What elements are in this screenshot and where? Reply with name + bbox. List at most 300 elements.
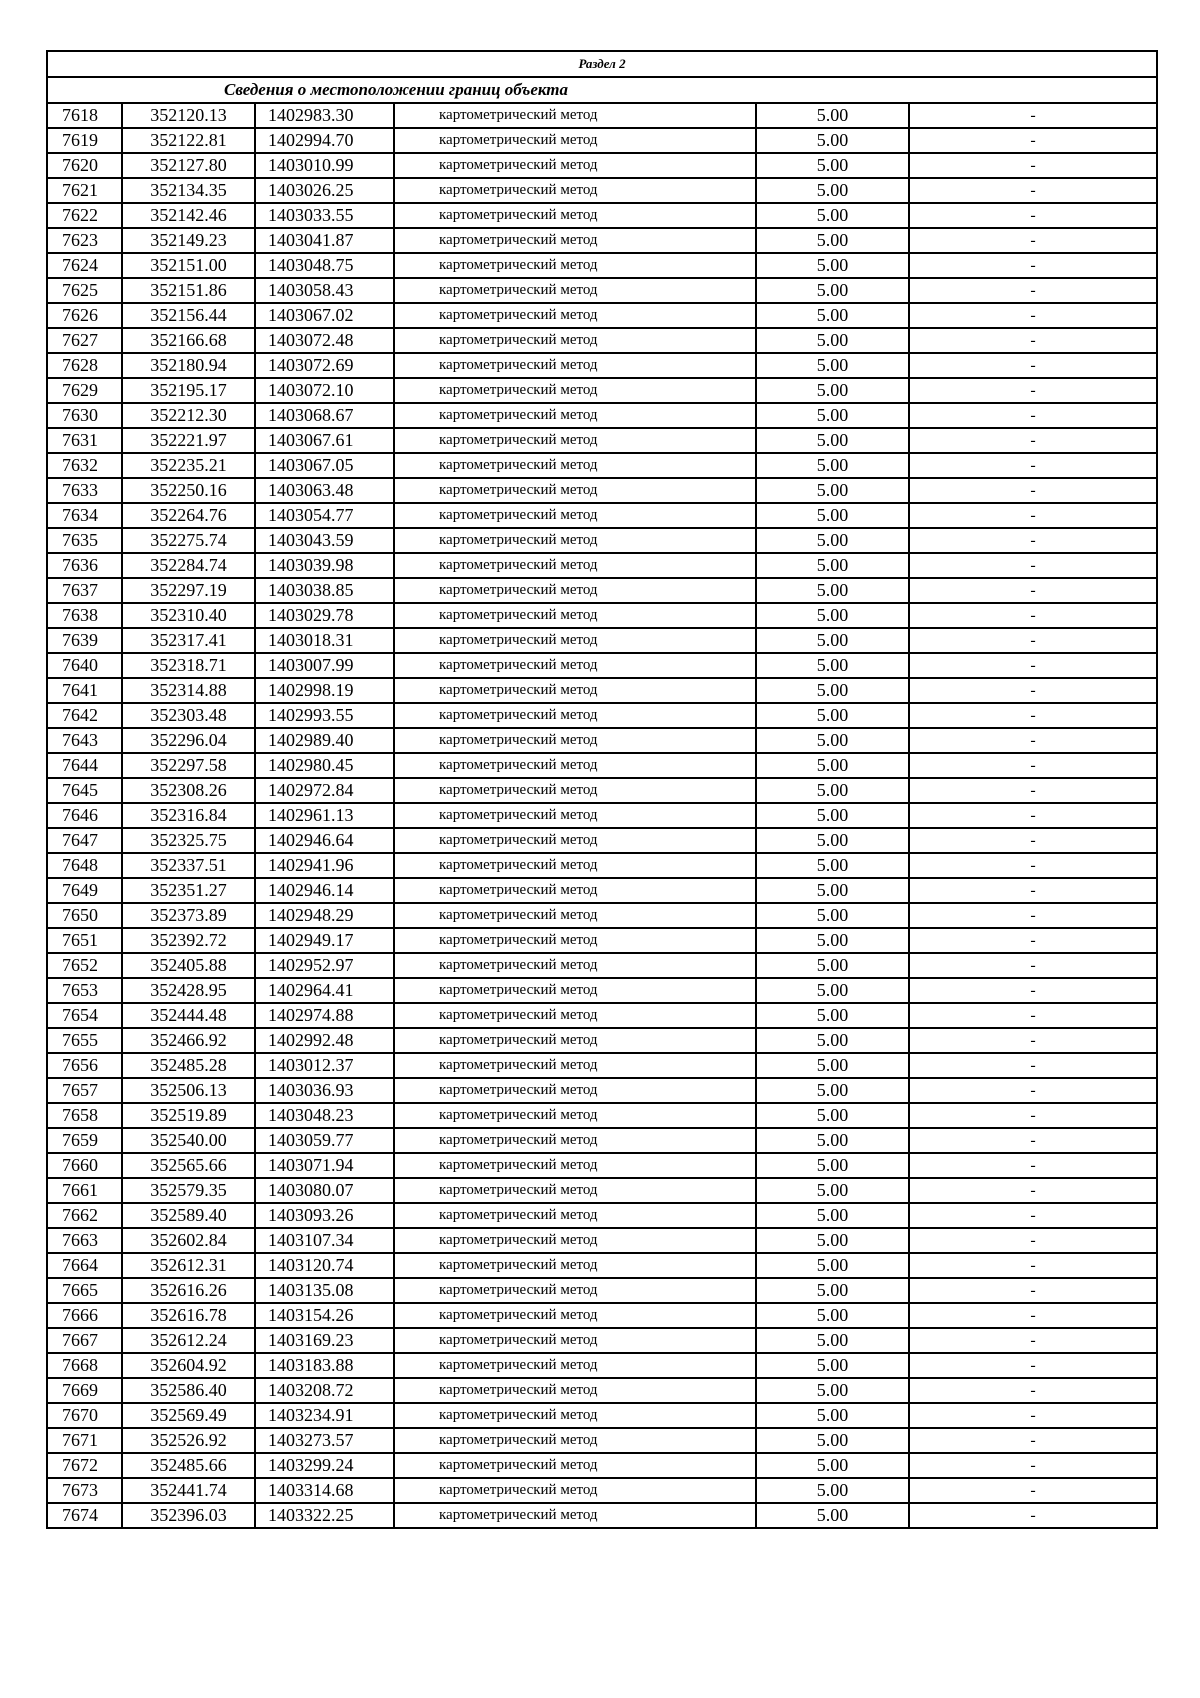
method-cell: картометрический метод [394, 253, 756, 278]
coord-y: 1402952.97 [255, 953, 394, 978]
method-cell: картометрический метод [394, 653, 756, 678]
table-row [47, 328, 1157, 353]
coord-y: 1403067.02 [255, 303, 394, 328]
coord-x: 352602.84 [122, 1228, 255, 1253]
table-row [47, 378, 1157, 403]
point-number: 7634 [47, 503, 122, 528]
coord-y: 1402961.13 [255, 803, 394, 828]
table-row [47, 578, 1157, 603]
coord-y: 1402983.30 [255, 103, 394, 128]
coord-x: 352616.78 [122, 1303, 255, 1328]
precision-cell: 5.00 [756, 428, 909, 453]
coord-x: 352149.23 [122, 228, 255, 253]
point-number: 7668 [47, 1353, 122, 1378]
coord-y: 1403058.43 [255, 278, 394, 303]
method-cell: картометрический метод [394, 928, 756, 953]
precision-cell: 5.00 [756, 478, 909, 503]
table-row [47, 1353, 1157, 1378]
method-cell: картометрический метод [394, 303, 756, 328]
coord-y: 1403322.25 [255, 1503, 394, 1528]
method-cell: картометрический метод [394, 1203, 756, 1228]
precision-cell: 5.00 [756, 228, 909, 253]
method-cell: картометрический метод [394, 1028, 756, 1053]
coord-x: 352310.40 [122, 603, 255, 628]
table-row [47, 203, 1157, 228]
description-cell: - [909, 1128, 1157, 1153]
description-cell: - [909, 328, 1157, 353]
method-cell: картометрический метод [394, 228, 756, 253]
method-cell: картометрический метод [394, 203, 756, 228]
coord-x: 352142.46 [122, 203, 255, 228]
method-cell: картометрический метод [394, 853, 756, 878]
table-row [47, 853, 1157, 878]
coord-x: 352612.31 [122, 1253, 255, 1278]
coord-y: 1403012.37 [255, 1053, 394, 1078]
precision-cell: 5.00 [756, 1428, 909, 1453]
precision-cell: 5.00 [756, 278, 909, 303]
point-number: 7641 [47, 678, 122, 703]
point-number: 7654 [47, 1003, 122, 1028]
coord-x: 352221.97 [122, 428, 255, 453]
precision-cell: 5.00 [756, 653, 909, 678]
point-number: 7636 [47, 553, 122, 578]
method-cell: картометрический метод [394, 478, 756, 503]
coord-y: 1402946.64 [255, 828, 394, 853]
coord-y: 1403007.99 [255, 653, 394, 678]
coord-x: 352134.35 [122, 178, 255, 203]
method-cell: картометрический метод [394, 503, 756, 528]
table-row [47, 1378, 1157, 1403]
description-cell: - [909, 1053, 1157, 1078]
coord-x: 352284.74 [122, 553, 255, 578]
coord-y: 1402949.17 [255, 928, 394, 953]
description-cell: - [909, 978, 1157, 1003]
coord-x: 352466.92 [122, 1028, 255, 1053]
point-number: 7653 [47, 978, 122, 1003]
coord-y: 1403169.23 [255, 1328, 394, 1353]
boundary-table [46, 50, 1158, 1529]
method-cell: картометрический метод [394, 1453, 756, 1478]
point-number: 7629 [47, 378, 122, 403]
table-row [47, 728, 1157, 753]
point-number: 7637 [47, 578, 122, 603]
coord-x: 352166.68 [122, 328, 255, 353]
table-row [47, 628, 1157, 653]
table-row [47, 1053, 1157, 1078]
description-cell: - [909, 703, 1157, 728]
coord-x: 352579.35 [122, 1178, 255, 1203]
precision-cell: 5.00 [756, 778, 909, 803]
method-cell: картометрический метод [394, 978, 756, 1003]
precision-cell: 5.00 [756, 1353, 909, 1378]
method-cell: картометрический метод [394, 1503, 756, 1528]
point-number: 7651 [47, 928, 122, 953]
precision-cell: 5.00 [756, 1053, 909, 1078]
method-cell: картометрический метод [394, 278, 756, 303]
description-cell: - [909, 653, 1157, 678]
coord-x: 352485.28 [122, 1053, 255, 1078]
description-cell: - [909, 353, 1157, 378]
precision-cell: 5.00 [756, 1003, 909, 1028]
table-row [47, 1003, 1157, 1028]
coord-y: 1403041.87 [255, 228, 394, 253]
coord-x: 352308.26 [122, 778, 255, 803]
coord-x: 352127.80 [122, 153, 255, 178]
coord-y: 1403043.59 [255, 528, 394, 553]
precision-cell: 5.00 [756, 703, 909, 728]
coord-x: 352316.84 [122, 803, 255, 828]
coord-x: 352351.27 [122, 878, 255, 903]
method-cell: картометрический метод [394, 1303, 756, 1328]
coord-x: 352569.49 [122, 1403, 255, 1428]
method-cell: картометрический метод [394, 953, 756, 978]
point-number: 7643 [47, 728, 122, 753]
point-number: 7667 [47, 1328, 122, 1353]
point-number: 7671 [47, 1428, 122, 1453]
table-row [47, 553, 1157, 578]
table-row [47, 153, 1157, 178]
precision-cell: 5.00 [756, 253, 909, 278]
precision-cell: 5.00 [756, 828, 909, 853]
precision-cell: 5.00 [756, 1203, 909, 1228]
coord-x: 352325.75 [122, 828, 255, 853]
description-cell: - [909, 953, 1157, 978]
method-cell: картометрический метод [394, 1403, 756, 1428]
table-row [47, 878, 1157, 903]
coord-y: 1403299.24 [255, 1453, 394, 1478]
precision-cell: 5.00 [756, 128, 909, 153]
description-cell: - [909, 1203, 1157, 1228]
point-number: 7644 [47, 753, 122, 778]
method-cell: картометрический метод [394, 1353, 756, 1378]
description-cell: - [909, 1453, 1157, 1478]
method-cell: картометрический метод [394, 1078, 756, 1103]
table-row [47, 128, 1157, 153]
description-cell: - [909, 1253, 1157, 1278]
method-cell: картометрический метод [394, 153, 756, 178]
description-cell: - [909, 753, 1157, 778]
description-cell: - [909, 878, 1157, 903]
point-number: 7649 [47, 878, 122, 903]
coord-x: 352337.51 [122, 853, 255, 878]
coord-x: 352485.66 [122, 1453, 255, 1478]
precision-cell: 5.00 [756, 153, 909, 178]
table-row [47, 228, 1157, 253]
table-row [47, 978, 1157, 1003]
method-cell: картометрический метод [394, 1228, 756, 1253]
description-cell: - [909, 1303, 1157, 1328]
point-number: 7648 [47, 853, 122, 878]
precision-cell: 5.00 [756, 553, 909, 578]
description-cell: - [909, 728, 1157, 753]
table-row [47, 653, 1157, 678]
description-cell: - [909, 903, 1157, 928]
table-row [47, 1503, 1157, 1528]
description-cell: - [909, 1153, 1157, 1178]
point-number: 7623 [47, 228, 122, 253]
precision-cell: 5.00 [756, 728, 909, 753]
description-cell: - [909, 403, 1157, 428]
coord-y: 1403234.91 [255, 1403, 394, 1428]
method-cell: картометрический метод [394, 703, 756, 728]
precision-cell: 5.00 [756, 378, 909, 403]
coord-y: 1403048.23 [255, 1103, 394, 1128]
coord-y: 1403036.93 [255, 1078, 394, 1103]
table-row [47, 503, 1157, 528]
coord-x: 352396.03 [122, 1503, 255, 1528]
coord-y: 1403048.75 [255, 253, 394, 278]
coord-y: 1403208.72 [255, 1378, 394, 1403]
table-row [47, 753, 1157, 778]
point-number: 7625 [47, 278, 122, 303]
precision-cell: 5.00 [756, 503, 909, 528]
coord-x: 352297.19 [122, 578, 255, 603]
coord-x: 352526.92 [122, 1428, 255, 1453]
coord-x: 352317.41 [122, 628, 255, 653]
table-row [47, 1328, 1157, 1353]
coord-x: 352151.86 [122, 278, 255, 303]
description-cell: - [909, 928, 1157, 953]
precision-cell: 5.00 [756, 1153, 909, 1178]
precision-cell: 5.00 [756, 1228, 909, 1253]
coord-y: 1403039.98 [255, 553, 394, 578]
point-number: 7663 [47, 1228, 122, 1253]
table-row [47, 303, 1157, 328]
method-cell: картометрический метод [394, 453, 756, 478]
table-row [47, 278, 1157, 303]
coord-y: 1403072.48 [255, 328, 394, 353]
coord-x: 352212.30 [122, 403, 255, 428]
point-number: 7656 [47, 1053, 122, 1078]
point-number: 7642 [47, 703, 122, 728]
description-cell: - [909, 828, 1157, 853]
coord-y: 1402972.84 [255, 778, 394, 803]
coord-y: 1402974.88 [255, 1003, 394, 1028]
table-row [47, 1078, 1157, 1103]
method-cell: картометрический метод [394, 603, 756, 628]
table-row [47, 1228, 1157, 1253]
coord-y: 1403183.88 [255, 1353, 394, 1378]
precision-cell: 5.00 [756, 578, 909, 603]
method-cell: картометрический метод [394, 778, 756, 803]
description-cell: - [909, 528, 1157, 553]
coord-x: 352250.16 [122, 478, 255, 503]
point-number: 7622 [47, 203, 122, 228]
description-cell: - [909, 1103, 1157, 1128]
precision-cell: 5.00 [756, 978, 909, 1003]
coord-x: 352151.00 [122, 253, 255, 278]
method-cell: картометрический метод [394, 128, 756, 153]
method-cell: картометрический метод [394, 1053, 756, 1078]
method-cell: картометрический метод [394, 1003, 756, 1028]
description-cell: - [909, 1028, 1157, 1053]
table-row [47, 1303, 1157, 1328]
table-subtitle: Сведения о местоположении границ объекта [47, 77, 1157, 103]
coord-x: 352540.00 [122, 1128, 255, 1153]
coord-x: 352180.94 [122, 353, 255, 378]
precision-cell: 5.00 [756, 1128, 909, 1153]
description-cell: - [909, 253, 1157, 278]
coord-y: 1403093.26 [255, 1203, 394, 1228]
point-number: 7647 [47, 828, 122, 853]
precision-cell: 5.00 [756, 1278, 909, 1303]
table-row [47, 428, 1157, 453]
coord-x: 352296.04 [122, 728, 255, 753]
coord-x: 352616.26 [122, 1278, 255, 1303]
point-number: 7657 [47, 1078, 122, 1103]
method-cell: картометрический метод [394, 1253, 756, 1278]
coord-y: 1403054.77 [255, 503, 394, 528]
method-cell: картометрический метод [394, 753, 756, 778]
coord-y: 1402993.55 [255, 703, 394, 728]
description-cell: - [909, 1328, 1157, 1353]
precision-cell: 5.00 [756, 178, 909, 203]
method-cell: картометрический метод [394, 1378, 756, 1403]
precision-cell: 5.00 [756, 1303, 909, 1328]
point-number: 7666 [47, 1303, 122, 1328]
description-cell: - [909, 1178, 1157, 1203]
precision-cell: 5.00 [756, 328, 909, 353]
coord-x: 352612.24 [122, 1328, 255, 1353]
point-number: 7619 [47, 128, 122, 153]
precision-cell: 5.00 [756, 353, 909, 378]
method-cell: картометрический метод [394, 353, 756, 378]
precision-cell: 5.00 [756, 453, 909, 478]
precision-cell: 5.00 [756, 903, 909, 928]
precision-cell: 5.00 [756, 1478, 909, 1503]
precision-cell: 5.00 [756, 853, 909, 878]
coord-x: 352586.40 [122, 1378, 255, 1403]
point-number: 7662 [47, 1203, 122, 1228]
coord-y: 1403059.77 [255, 1128, 394, 1153]
description-cell: - [909, 778, 1157, 803]
method-cell: картометрический метод [394, 578, 756, 603]
description-cell: - [909, 603, 1157, 628]
precision-cell: 5.00 [756, 1403, 909, 1428]
subtitle-row [47, 77, 1157, 103]
coord-y: 1403018.31 [255, 628, 394, 653]
description-cell: - [909, 428, 1157, 453]
table-row [47, 1453, 1157, 1478]
point-number: 7638 [47, 603, 122, 628]
method-cell: картометрический метод [394, 903, 756, 928]
coord-y: 1403038.85 [255, 578, 394, 603]
table-row [47, 778, 1157, 803]
coord-y: 1403067.05 [255, 453, 394, 478]
method-cell: картометрический метод [394, 878, 756, 903]
point-number: 7639 [47, 628, 122, 653]
point-number: 7673 [47, 1478, 122, 1503]
description-cell: - [909, 553, 1157, 578]
coord-x: 352303.48 [122, 703, 255, 728]
point-number: 7670 [47, 1403, 122, 1428]
coord-x: 352392.72 [122, 928, 255, 953]
precision-cell: 5.00 [756, 1103, 909, 1128]
description-cell: - [909, 678, 1157, 703]
method-cell: картометрический метод [394, 1328, 756, 1353]
precision-cell: 5.00 [756, 1503, 909, 1528]
method-cell: картометрический метод [394, 1153, 756, 1178]
point-number: 7652 [47, 953, 122, 978]
description-cell: - [909, 628, 1157, 653]
description-cell: - [909, 853, 1157, 878]
table-row [47, 1428, 1157, 1453]
coord-x: 352122.81 [122, 128, 255, 153]
table-row [47, 1253, 1157, 1278]
table-row [47, 803, 1157, 828]
description-cell: - [909, 1278, 1157, 1303]
method-cell: картометрический метод [394, 403, 756, 428]
point-number: 7669 [47, 1378, 122, 1403]
coord-x: 352297.58 [122, 753, 255, 778]
coord-x: 352565.66 [122, 1153, 255, 1178]
point-number: 7646 [47, 803, 122, 828]
method-cell: картометрический метод [394, 1178, 756, 1203]
method-cell: картометрический метод [394, 328, 756, 353]
table-row [47, 1128, 1157, 1153]
precision-cell: 5.00 [756, 753, 909, 778]
table-row [47, 178, 1157, 203]
table-row [47, 1478, 1157, 1503]
point-number: 7658 [47, 1103, 122, 1128]
description-cell: - [909, 228, 1157, 253]
coord-y: 1403033.55 [255, 203, 394, 228]
coord-y: 1402980.45 [255, 753, 394, 778]
point-number: 7645 [47, 778, 122, 803]
description-cell: - [909, 1403, 1157, 1428]
point-number: 7620 [47, 153, 122, 178]
table-row [47, 403, 1157, 428]
coord-x: 352405.88 [122, 953, 255, 978]
precision-cell: 5.00 [756, 953, 909, 978]
description-cell: - [909, 303, 1157, 328]
point-number: 7661 [47, 1178, 122, 1203]
description-cell: - [909, 103, 1157, 128]
method-cell: картометрический метод [394, 553, 756, 578]
table-row [47, 1153, 1157, 1178]
coord-x: 352156.44 [122, 303, 255, 328]
point-number: 7627 [47, 328, 122, 353]
table-row [47, 1103, 1157, 1128]
table-row [47, 478, 1157, 503]
coord-x: 352314.88 [122, 678, 255, 703]
table-row [47, 1278, 1157, 1303]
coord-x: 352589.40 [122, 1203, 255, 1228]
point-number: 7672 [47, 1453, 122, 1478]
method-cell: картометрический метод [394, 828, 756, 853]
table-row [47, 603, 1157, 628]
table-row [47, 1203, 1157, 1228]
method-cell: картометрический метод [394, 103, 756, 128]
table-row [47, 353, 1157, 378]
coord-y: 1402992.48 [255, 1028, 394, 1053]
coord-y: 1403273.57 [255, 1428, 394, 1453]
description-cell: - [909, 1228, 1157, 1253]
coord-x: 352519.89 [122, 1103, 255, 1128]
description-cell: - [909, 478, 1157, 503]
point-number: 7655 [47, 1028, 122, 1053]
table-row [47, 903, 1157, 928]
coord-x: 352604.92 [122, 1353, 255, 1378]
method-cell: картометрический метод [394, 528, 756, 553]
precision-cell: 5.00 [756, 403, 909, 428]
coord-y: 1403063.48 [255, 478, 394, 503]
point-number: 7665 [47, 1278, 122, 1303]
coord-x: 352441.74 [122, 1478, 255, 1503]
precision-cell: 5.00 [756, 1378, 909, 1403]
coord-y: 1402946.14 [255, 878, 394, 903]
description-cell: - [909, 178, 1157, 203]
